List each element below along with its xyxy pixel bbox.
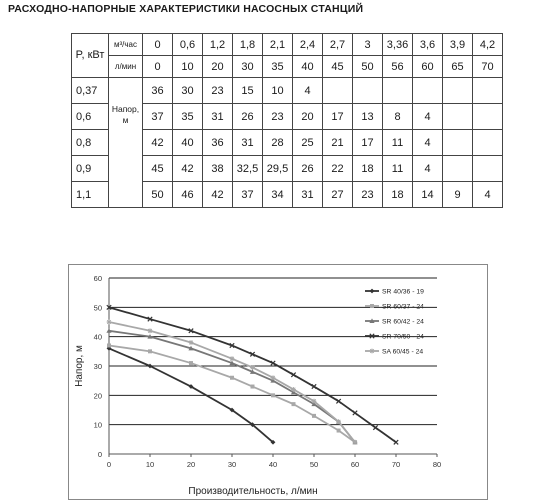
- flow-l-cell: 35: [263, 56, 293, 78]
- marker-star: [370, 349, 375, 354]
- x-tick-label: 0: [106, 460, 112, 469]
- head-value-cell: 18: [353, 156, 383, 182]
- head-value-cell: 26: [233, 104, 263, 130]
- flow-l-cell: 45: [323, 56, 353, 78]
- head-value-cell: 42: [173, 156, 203, 182]
- head-value-cell: 46: [173, 182, 203, 208]
- y-tick-label: 50: [93, 303, 102, 313]
- head-label-cell: Напор, м: [109, 78, 143, 208]
- head-value-cell: 37: [143, 104, 173, 130]
- head-value-cell: 26: [293, 156, 323, 182]
- head-value-cell: 42: [203, 182, 233, 208]
- x-tick-label: 30: [227, 460, 237, 469]
- y-tick-label: 0: [97, 450, 102, 459]
- head-value-cell: 42: [143, 130, 173, 156]
- head-value-cell: 9: [443, 182, 473, 208]
- marker-star: [291, 387, 296, 392]
- legend-entry: SR 40/36 - 19: [382, 288, 424, 296]
- flow-m3-cell: 0: [143, 34, 173, 56]
- head-value-cell: 31: [233, 130, 263, 156]
- marker-star: [271, 375, 276, 380]
- marker-star: [336, 419, 341, 424]
- head-value-cell: 34: [263, 182, 293, 208]
- head-value-cell: 31: [203, 104, 233, 130]
- performance-table: [71, 33, 503, 208]
- head-value-cell: 23: [353, 182, 383, 208]
- head-value-cell: 17: [323, 104, 353, 130]
- flow-m3-cell: 4,2: [473, 34, 503, 56]
- head-value-cell: 45: [143, 156, 173, 182]
- marker-square: [189, 361, 193, 365]
- marker-star: [189, 340, 194, 345]
- legend-entry: SA 60/45 - 24: [382, 348, 424, 356]
- power-header-cell: P, кВт: [72, 34, 109, 78]
- x-tick-label: 50: [309, 460, 319, 469]
- series-line: [109, 307, 396, 442]
- head-value-cell: [443, 130, 473, 156]
- head-value-cell: 35: [173, 104, 203, 130]
- x-tick-label: 40: [268, 460, 278, 469]
- marker-star: [250, 365, 255, 370]
- head-value-cell: 22: [323, 156, 353, 182]
- flow-l-cell: 70: [473, 56, 503, 78]
- head-value-cell: 30: [173, 78, 203, 104]
- head-value-cell: 20: [293, 104, 323, 130]
- flow-l-cell: 10: [173, 56, 203, 78]
- head-value-cell: [473, 104, 503, 130]
- legend-entry: SR 70/50 - 24: [382, 333, 424, 341]
- marker-square: [292, 402, 296, 406]
- marker-star: [230, 356, 235, 361]
- head-value-cell: [383, 78, 413, 104]
- head-value-cell: 8: [383, 104, 413, 130]
- flow-m3-cell: 0,6: [173, 34, 203, 56]
- x-tick-label: 60: [350, 460, 360, 469]
- marker-square: [148, 349, 152, 353]
- marker-diamond: [370, 289, 375, 294]
- marker-square: [337, 429, 341, 433]
- power-cell: 0,37: [72, 78, 109, 104]
- marker-square: [107, 343, 111, 347]
- flow-m3-cell: 3: [353, 34, 383, 56]
- head-value-cell: 32,5: [233, 156, 263, 182]
- y-axis-title: Напор, м: [74, 345, 85, 387]
- head-value-cell: [353, 78, 383, 104]
- head-value-cell: 11: [383, 130, 413, 156]
- head-value-cell: 36: [203, 130, 233, 156]
- head-value-cell: [443, 156, 473, 182]
- y-tick-label: 60: [93, 274, 102, 283]
- head-value-cell: [473, 130, 503, 156]
- y-tick-label: 10: [93, 420, 102, 430]
- flow-m3-cell: 1,2: [203, 34, 233, 56]
- head-value-cell: [473, 156, 503, 182]
- head-value-cell: [443, 78, 473, 104]
- flow-unit-l: л/мин: [109, 56, 143, 78]
- x-tick-label: 20: [186, 460, 196, 469]
- head-value-cell: 4: [413, 104, 443, 130]
- head-value-cell: [473, 78, 503, 104]
- flow-m3-cell: 3,36: [383, 34, 413, 56]
- marker-square: [230, 376, 234, 380]
- x-axis-title: Производительность, л/мин: [188, 486, 318, 497]
- power-cell: 0,9: [72, 156, 109, 182]
- marker-star: [107, 320, 112, 325]
- head-value-cell: 27: [323, 182, 353, 208]
- y-tick-label: 30: [93, 362, 102, 371]
- flow-l-cell: 50: [353, 56, 383, 78]
- head-value-cell: 21: [323, 130, 353, 156]
- flow-l-cell: 40: [293, 56, 323, 78]
- legend-entry: SR 60/37 - 24: [382, 303, 424, 311]
- marker-square: [312, 414, 316, 418]
- x-tick-label: 80: [432, 460, 442, 469]
- x-tick-label: 70: [391, 460, 401, 469]
- power-cell: 1,1: [72, 182, 109, 208]
- chart-frame: [69, 265, 488, 500]
- head-value-cell: 4: [413, 130, 443, 156]
- flow-l-cell: 60: [413, 56, 443, 78]
- flow-m3-cell: 1,8: [233, 34, 263, 56]
- marker-square: [251, 385, 255, 389]
- legend-entry: SR 60/42 - 24: [382, 318, 424, 326]
- head-value-cell: 4: [473, 182, 503, 208]
- head-value-cell: [443, 104, 473, 130]
- head-value-cell: 50: [143, 182, 173, 208]
- head-value-cell: 4: [293, 78, 323, 104]
- pump-curve-chart: [68, 264, 488, 500]
- head-value-cell: 28: [263, 130, 293, 156]
- power-cell: 0,6: [72, 104, 109, 130]
- head-value-cell: 36: [143, 78, 173, 104]
- marker-star: [148, 328, 153, 333]
- head-value-cell: 15: [233, 78, 263, 104]
- table-header-row: [72, 34, 503, 56]
- flow-l-cell: 56: [383, 56, 413, 78]
- head-value-cell: [323, 78, 353, 104]
- flow-l-cell: 0: [143, 56, 173, 78]
- head-value-cell: 14: [413, 182, 443, 208]
- flow-m3-cell: 2,7: [323, 34, 353, 56]
- head-value-cell: 29,5: [263, 156, 293, 182]
- head-value-cell: 4: [413, 156, 443, 182]
- head-value-cell: 23: [263, 104, 293, 130]
- x-tick-label: 10: [145, 460, 155, 469]
- flow-m3-cell: 3,6: [413, 34, 443, 56]
- head-value-cell: 13: [353, 104, 383, 130]
- y-tick-label: 20: [93, 391, 102, 401]
- flow-m3-cell: 2,1: [263, 34, 293, 56]
- head-value-cell: 11: [383, 156, 413, 182]
- y-tick-label: 40: [93, 332, 102, 342]
- head-value-cell: [413, 78, 443, 104]
- head-value-cell: 31: [293, 182, 323, 208]
- head-value-cell: 10: [263, 78, 293, 104]
- series-line: [109, 331, 355, 442]
- flow-m3-cell: 3,9: [443, 34, 473, 56]
- head-value-cell: 23: [203, 78, 233, 104]
- table-header-row: [72, 56, 503, 78]
- head-value-cell: 18: [383, 182, 413, 208]
- flow-l-cell: 20: [203, 56, 233, 78]
- marker-square: [271, 393, 275, 397]
- head-value-cell: 17: [353, 130, 383, 156]
- marker-square: [370, 304, 374, 308]
- head-value-cell: 25: [293, 130, 323, 156]
- flow-m3-cell: 2,4: [293, 34, 323, 56]
- power-cell: 0,8: [72, 130, 109, 156]
- table-row: [72, 78, 503, 104]
- head-value-cell: 38: [203, 156, 233, 182]
- head-value-cell: 37: [233, 182, 263, 208]
- flow-unit-m3: м³/час: [109, 34, 143, 56]
- marker-star: [353, 440, 358, 445]
- head-value-cell: 40: [173, 130, 203, 156]
- page-title: РАСХОДНО-НАПОРНЫЕ ХАРАКТЕРИСТИКИ НАСОСНЫХ СТАНЦИЙ: [8, 3, 364, 15]
- flow-l-cell: 30: [233, 56, 263, 78]
- flow-l-cell: 65: [443, 56, 473, 78]
- marker-star: [312, 399, 317, 404]
